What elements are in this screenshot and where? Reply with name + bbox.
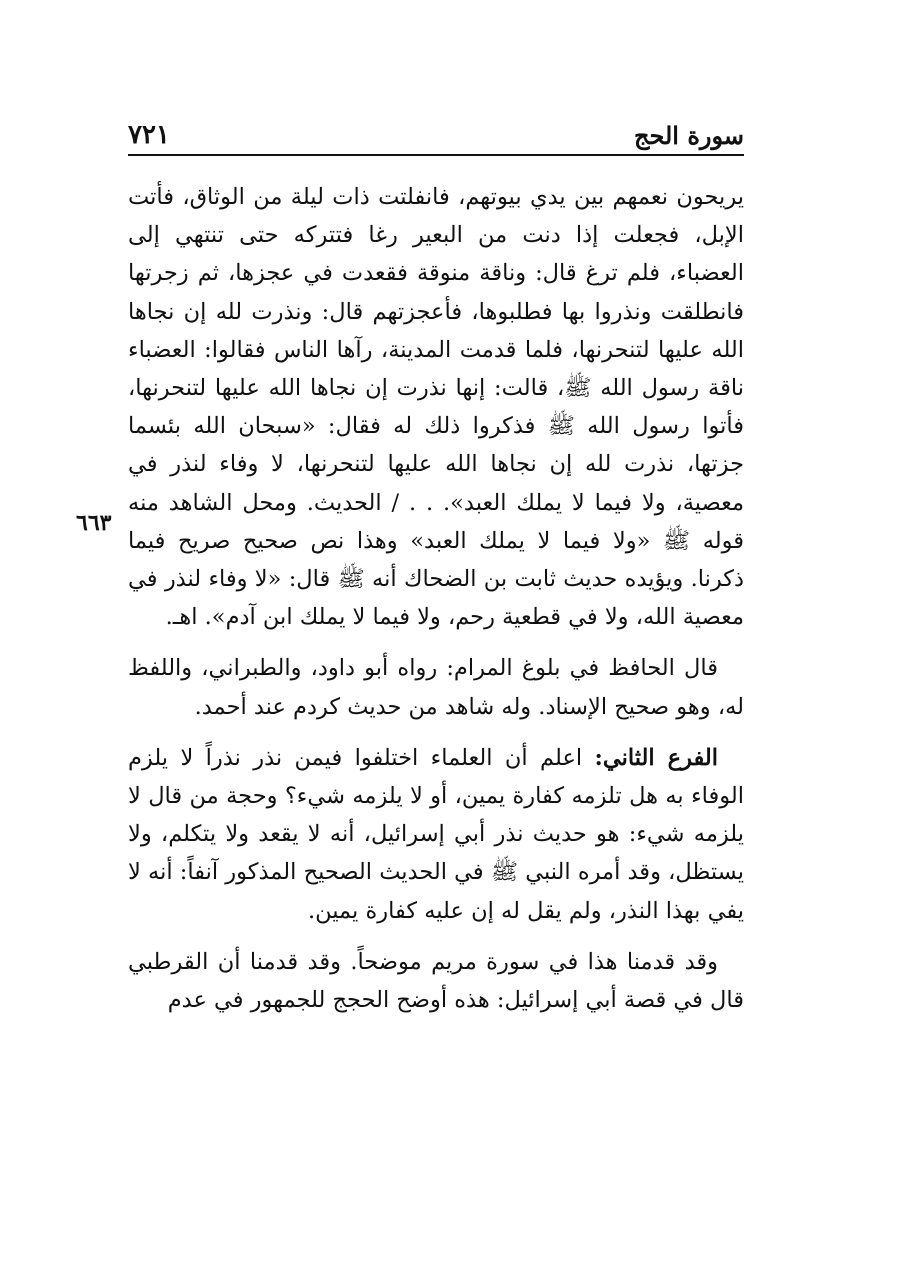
paragraph-text: اعلم أن العلماء اختلفوا فيمن نذر نذراً لا يلزم الوفاء به هل تلزمه كفارة يمين، أو لا يلزمه شيء؟ وحجة من قال لا يلزمه شيء: هو حديث نذر أبي إسرائيل، أنه لا يقعد ولا يتكلم، ولا يستظل، وقد أمره النبي ﷺ في الحديث الصحيح المذكور آنفاً: أنه لا يفي بهذا النذر، ولم يقل له إن عليه كفارة يمين. [128, 744, 744, 924]
paragraph-text: قال الحافظ في بلوغ المرام: رواه أبو داود، والطبراني، واللفظ له، وهو صحيح الإسناد. وله شاهد من حديث كردم عند أحمد. [128, 655, 744, 720]
paragraph-second-branch [128, 739, 744, 930]
document-page [128, 112, 744, 1019]
surah-title: سورة الحج [634, 121, 744, 150]
paragraph-text: يريحون نعمهم بين يدي بيوتهم، فانفلتت ذات ليلة من الوثاق، فأتت الإبل، فجعلت إذا دنت من البعير رغا فتتركه حتى تنتهي إلى العضباء، فلم ترغ قال: وناقة منوقة فقعدت في عجزها، ثم زجرتها فانطلقت ونذروا بها فطلبوها، فأعجزتهم قال: ونذرت لله إن نجاها الله عليها لتنحرنها، فلما قدمت المدينة، رآها الناس فقالوا: العضباء ناقة رسول الله ﷺ، قالت: إنها نذرت إن نجاها الله عليها لتنحرنها، فأتوا رسول الله ﷺ فذكروا ذلك له فقال: «سبحان الله بئسما جزتها، نذرت لله إن نجاها الله عليها لتنحرنها، لا وفاء لنذر في معصية، ولا فيما لا يملك العبد». . . / الحديث. ومحل الشاهد منه قوله ﷺ «ولا فيما لا يملك العبد» وهذا نص صحيح صريح فيما ذكرنا. ويؤيده حديث ثابت بن الضحاك أنه ﷺ قال: «لا وفاء لنذر في معصية الله، ولا في قطعية رحم، ولا فيما لا يملك ابن آدم». اهـ. [128, 184, 744, 631]
page-body [128, 178, 744, 1019]
paragraph-hadith-narration [128, 178, 744, 636]
section-heading: الفرع الثاني: [594, 744, 718, 771]
paragraph-hafiz-citation [128, 649, 744, 725]
page-number: ٧٢١ [128, 120, 170, 150]
margin-page-reference: ٦٦٣ [76, 510, 112, 536]
paragraph-qurtubi [128, 943, 744, 1019]
paragraph-text: وقد قدمنا هذا في سورة مريم موضحاً. وقد قدمنا أن القرطبي قال في قصة أبي إسرائيل: هذه أوضح الحجج للجمهور في عدم [128, 948, 744, 1014]
page-header [128, 112, 744, 156]
